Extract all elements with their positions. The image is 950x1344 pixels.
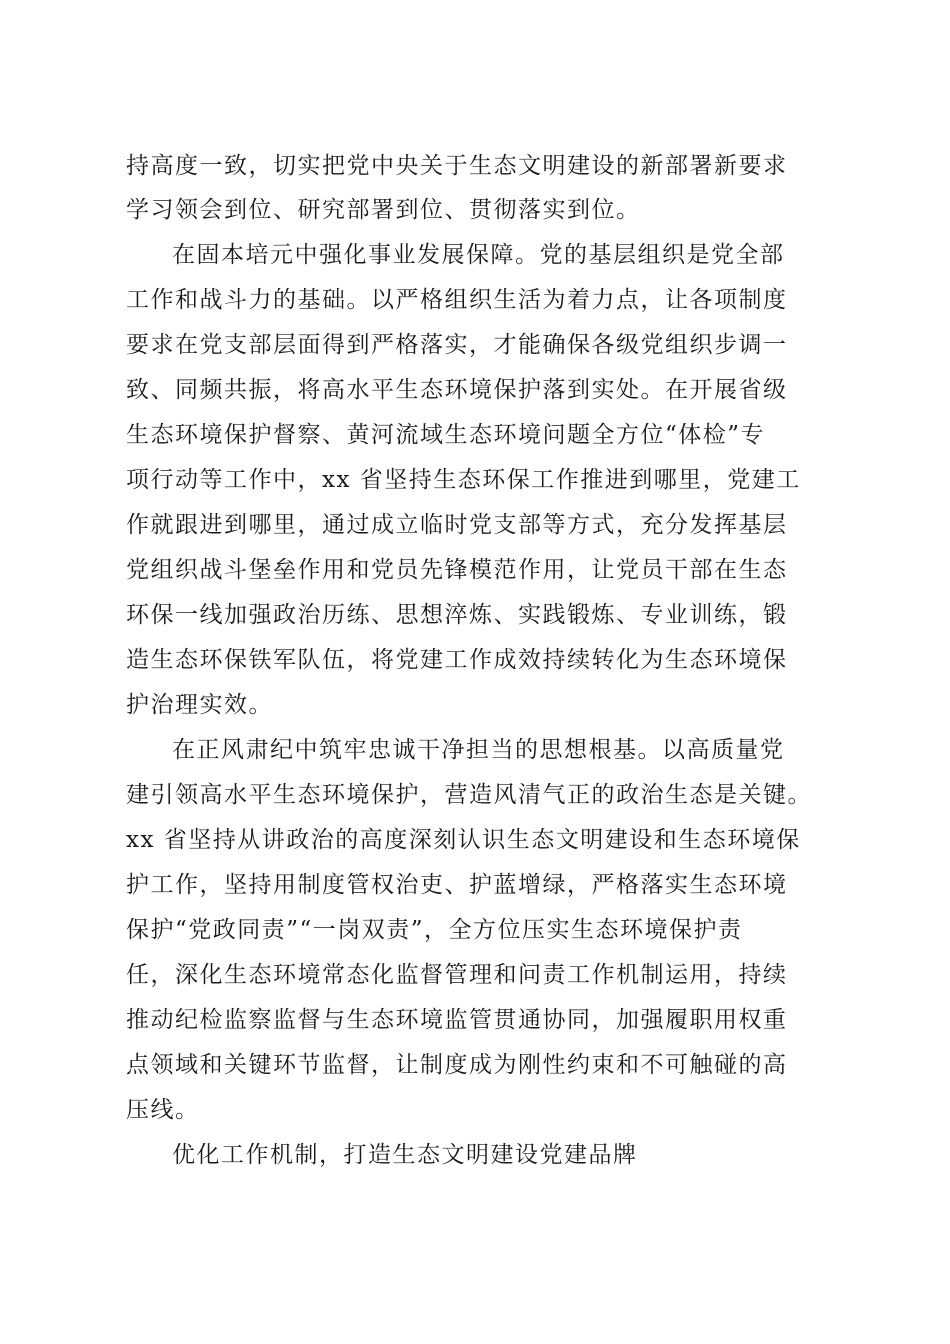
- text-line: 建引领高水平生态环境保护，营造风清气正的政治生态是关键。: [126, 782, 812, 808]
- text-line: 环保一线加强政治历练、思想淬炼、实践锻炼、专业训练，锻: [126, 602, 788, 628]
- text-line: 要求在党支部层面得到严格落实，才能确保各级党组织步调一: [126, 332, 788, 358]
- text-line: 致、同频共振，将高水平生态环境保护落到实处。在开展省级: [126, 377, 788, 403]
- text-line: 压线。: [126, 1097, 200, 1123]
- section-heading-line: 优化工作机制，打造生态文明建设党建品牌: [172, 1142, 638, 1168]
- text-line: 持高度一致，切实把党中央关于生态文明建设的新部署新要求: [126, 153, 788, 179]
- text-line: 点领域和关键环节监督，让制度成为刚性约束和不可触碰的高: [126, 1052, 788, 1078]
- paragraph-heading-line: 在固本培元中强化事业发展保障。党的基层组织是党全部: [172, 242, 785, 268]
- text-line: 任，深化生态环境常态化监督管理和问责工作机制运用，持续: [126, 962, 788, 988]
- text-line: xx 省坚持从讲政治的高度深刻认识生态文明建设和生态环境保: [126, 827, 801, 853]
- text-line: 工作和战斗力的基础。以严格组织生活为着力点，让各项制度: [126, 287, 788, 313]
- text-line: 造生态环保铁军队伍，将党建工作成效持续转化为生态环境保: [126, 647, 788, 673]
- text-line: 党组织战斗堡垒作用和党员先锋模范作用，让党员干部在生态: [126, 557, 788, 583]
- text-line: 项行动等工作中，xx 省坚持生态环保工作推进到哪里，党建工: [126, 467, 801, 493]
- text-line: 护工作，坚持用制度管权治吏、护蓝增绿，严格落实生态环境: [126, 872, 788, 898]
- text-line: 护治理实效。: [126, 692, 273, 718]
- text-line: 生态环境保护督察、黄河流域生态环境问题全方位“体检”专: [126, 422, 766, 448]
- text-line: 学习领会到位、研究部署到位、贯彻落实到位。: [126, 197, 641, 223]
- text-line: 推动纪检监察监督与生态环境监管贯通协同，加强履职用权重: [126, 1007, 788, 1033]
- text-line: 保护“党政同责”“一岗双责”，全方位压实生态环境保护责: [126, 917, 743, 943]
- paragraph-heading-line: 在正风肃纪中筑牢忠诚干净担当的思想根基。以高质量党: [172, 737, 785, 763]
- text-line: 作就跟进到哪里，通过成立临时党支部等方式，充分发挥基层: [126, 512, 788, 538]
